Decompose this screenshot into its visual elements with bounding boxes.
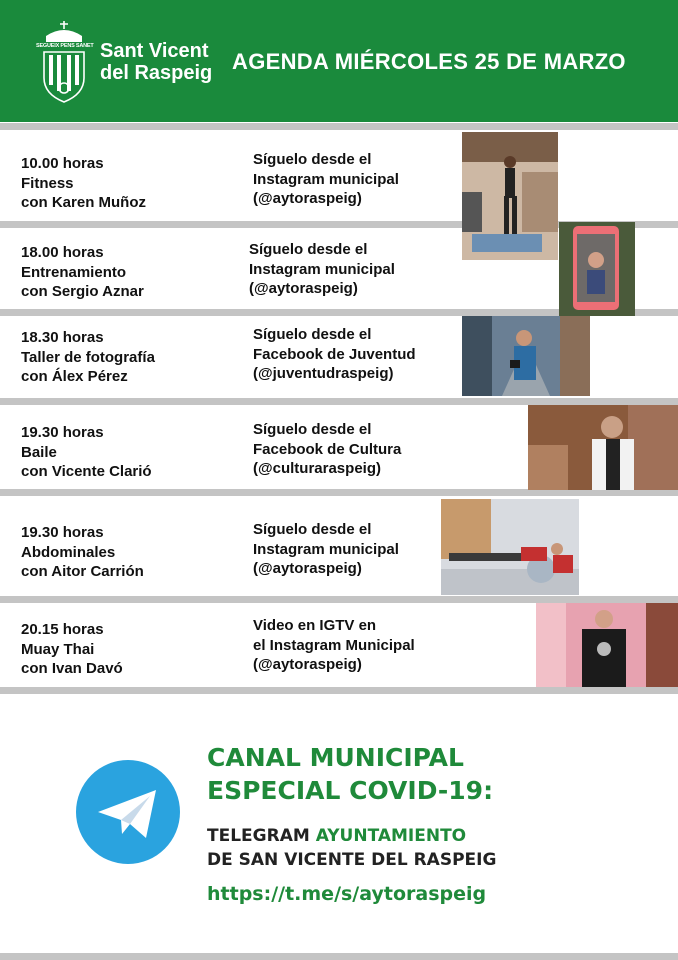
telegram-channel-name xyxy=(207,824,496,872)
event-time: 10.00 horas xyxy=(21,155,104,172)
event-handle[interactable]: (@aytoraspeig) xyxy=(253,190,362,207)
telegram-icon[interactable] xyxy=(76,760,180,864)
event-schedule xyxy=(21,423,152,482)
separator xyxy=(0,953,678,960)
brand-line-2: del Raspeig xyxy=(100,62,213,84)
event-schedule xyxy=(21,243,144,302)
event-handle[interactable]: (@juventudraspeig) xyxy=(253,365,394,382)
brand-name xyxy=(100,40,212,84)
event-activity: Fitness xyxy=(21,174,74,192)
fitness-photo xyxy=(462,132,558,260)
event-activity: Baile xyxy=(21,443,57,461)
event-info-1: Síguelo desde el xyxy=(253,326,372,343)
event-info-1: Síguelo desde el xyxy=(253,151,372,168)
event-info-1: Síguelo desde el xyxy=(249,241,368,258)
canal-line-1: CANAL MUNICIPAL xyxy=(207,743,464,772)
page-title: AGENDA MIÉRCOLES 25 DE MARZO xyxy=(232,49,626,74)
event-info-1: Video en IGTV en xyxy=(253,617,377,634)
event-host: con Vicente Clarió xyxy=(21,463,152,480)
brand-line-1: Sant Vicent xyxy=(100,40,209,62)
event-activity: Entrenamiento xyxy=(21,263,127,281)
event-channel xyxy=(253,325,416,384)
ayuntamiento-word: AYUNTAMIENTO xyxy=(315,826,467,846)
muay-thai-photo xyxy=(536,603,678,687)
event-info-1: Síguelo desde el xyxy=(253,521,372,538)
event-schedule xyxy=(21,620,123,679)
event-channel xyxy=(253,150,399,209)
separator xyxy=(0,398,678,405)
event-activity: Muay Thai xyxy=(21,640,95,658)
event-info-1: Síguelo desde el xyxy=(253,421,372,438)
event-host: con Sergio Aznar xyxy=(21,283,144,300)
event-host: con Aitor Carrión xyxy=(21,563,144,580)
canal-line-2: ESPECIAL COVID-19: xyxy=(207,776,494,805)
event-time: 19.30 horas xyxy=(21,424,104,441)
event-activity: Taller de fotografía xyxy=(21,348,155,366)
event-host: con Ivan Davó xyxy=(21,660,123,677)
event-info-2: Instagram municipal xyxy=(249,260,395,278)
abs-workout-photo xyxy=(441,499,579,595)
header-banner xyxy=(0,0,678,122)
training-phone-photo xyxy=(559,222,635,316)
event-info-2: Facebook de Juventud xyxy=(253,345,416,363)
telegram-link[interactable]: https://t.me/s/aytoraspeig xyxy=(207,883,487,905)
event-channel xyxy=(249,240,395,299)
canal-heading xyxy=(207,741,493,807)
event-info-2: Instagram municipal xyxy=(253,540,399,558)
event-schedule xyxy=(21,154,146,213)
event-schedule xyxy=(21,523,144,582)
event-channel xyxy=(253,520,399,579)
telegram-line-1 xyxy=(207,824,496,848)
separator xyxy=(0,489,678,496)
event-info-2: Instagram municipal xyxy=(253,170,399,188)
event-host: con Álex Pérez xyxy=(21,368,128,385)
event-activity: Abdominales xyxy=(21,543,116,561)
event-time: 18.30 horas xyxy=(21,329,104,346)
event-host: con Karen Muñoz xyxy=(21,194,147,211)
event-handle[interactable]: (@aytoraspeig) xyxy=(253,560,362,577)
event-time: 19.30 horas xyxy=(21,524,104,541)
event-info-2: el Instagram Municipal xyxy=(253,636,415,654)
separator xyxy=(0,596,678,603)
event-channel xyxy=(253,616,415,675)
event-schedule xyxy=(21,328,155,387)
event-channel xyxy=(253,420,401,479)
photography-workshop-photo xyxy=(462,316,590,396)
event-time: 20.15 horas xyxy=(21,621,104,638)
event-time: 18.00 horas xyxy=(21,244,104,261)
event-handle[interactable]: (@aytoraspeig) xyxy=(253,656,362,673)
telegram-word: TELEGRAM xyxy=(207,826,310,846)
event-handle[interactable]: (@aytoraspeig) xyxy=(249,280,358,297)
municipal-crest-icon xyxy=(36,18,94,108)
event-info-2: Facebook de Cultura xyxy=(253,440,402,458)
event-handle[interactable]: (@culturaraspeig) xyxy=(253,460,381,477)
crest-motto: SEGUEIX PENS SANET xyxy=(36,43,94,49)
separator xyxy=(0,687,678,694)
telegram-line-2: DE SAN VICENTE DEL RASPEIG xyxy=(207,850,497,870)
dance-photo xyxy=(528,405,678,490)
separator xyxy=(0,123,678,130)
